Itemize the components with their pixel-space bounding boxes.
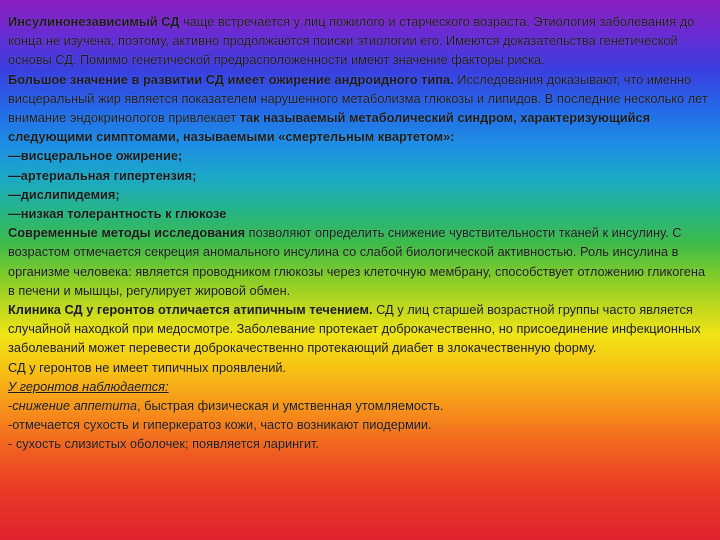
- paragraph-intro: [8, 12, 712, 70]
- appetite-text: снижение аппетита: [12, 398, 138, 414]
- fatigue-text: , быстрая физическая и умственная утомляемость.: [137, 398, 444, 414]
- quartet-item: —висцеральное ожирение;: [8, 148, 183, 164]
- metabolic-syndrome-text: так называемый метаболический синдром, характеризующийся следующими симптомами, называемыми «смертельным квартетом»:: [8, 110, 651, 145]
- dash: -: [8, 398, 13, 414]
- quartet-item: —дислипидемия;: [8, 186, 120, 202]
- observed-line-1: [8, 396, 712, 415]
- term-niddm: Инсулинонезависимый СД: [8, 14, 180, 29]
- paragraph-methods: [8, 223, 712, 300]
- paragraph-clinic: [8, 300, 712, 358]
- observed-line-3: - сухость слизистых оболочек; появляется ларингит.: [8, 436, 320, 452]
- quartet-item: —артериальная гипертензия;: [8, 167, 197, 183]
- quartet-item: —низкая толерантность к глюкозе: [8, 206, 227, 222]
- slide-text: [8, 12, 712, 454]
- paragraph-obesity: [8, 70, 712, 147]
- intro-text: чаще встречается у лиц пожилого и старческого возраста. Этиология заболевания до конца не изучена, поэтому, активно продолжаются поиски этиологии его. Имеются доказательства генетической основы СД. Помимо генетической предрасположенности имеют значение факторы риска.: [8, 14, 695, 68]
- methods-text: позволяют определить снижение чувствительности тканей к инсулину. С возрастом отмечается секреция аномального инсулина со слабой биологической активностью. Роль инсулина в организме человека: является проводником глюкозы через клеточную мембрану, способствует отложению гликогена в печени и мышцы, регулирует жировой обмен.: [8, 225, 706, 298]
- clinic-heading: Клиника СД у геронтов отличается атипичным течением.: [8, 302, 373, 318]
- methods-heading: Современные методы исследования: [8, 225, 246, 241]
- obesity-heading: Большое значение в развитии СД имеет ожирение андроидного типа.: [8, 71, 454, 87]
- observed-title: У геронтов наблюдается:: [8, 378, 169, 394]
- observed-line-2: -отмечается сухость и гиперкератоз кожи, часто возникают пиодермии.: [8, 417, 432, 433]
- paragraph-symptoms: СД у геронтов не имеет типичных проявлений.: [8, 359, 287, 375]
- clinic-text: СД у лиц старшей возрастной группы часто является случайной находкой при медосмотре. Заболевание протекает доброкачественно, но присоединение инфекционных заболеваний может перевести доброкачественно протекающий диабет в злокачественную форму.: [8, 302, 701, 356]
- obesity-text: Исследования доказывают, что именно висцеральный жир является показателем нарушенного метаболизма глюкозы и липидов. В последние несколько лет внимание эндокринологов привлекает: [8, 71, 708, 126]
